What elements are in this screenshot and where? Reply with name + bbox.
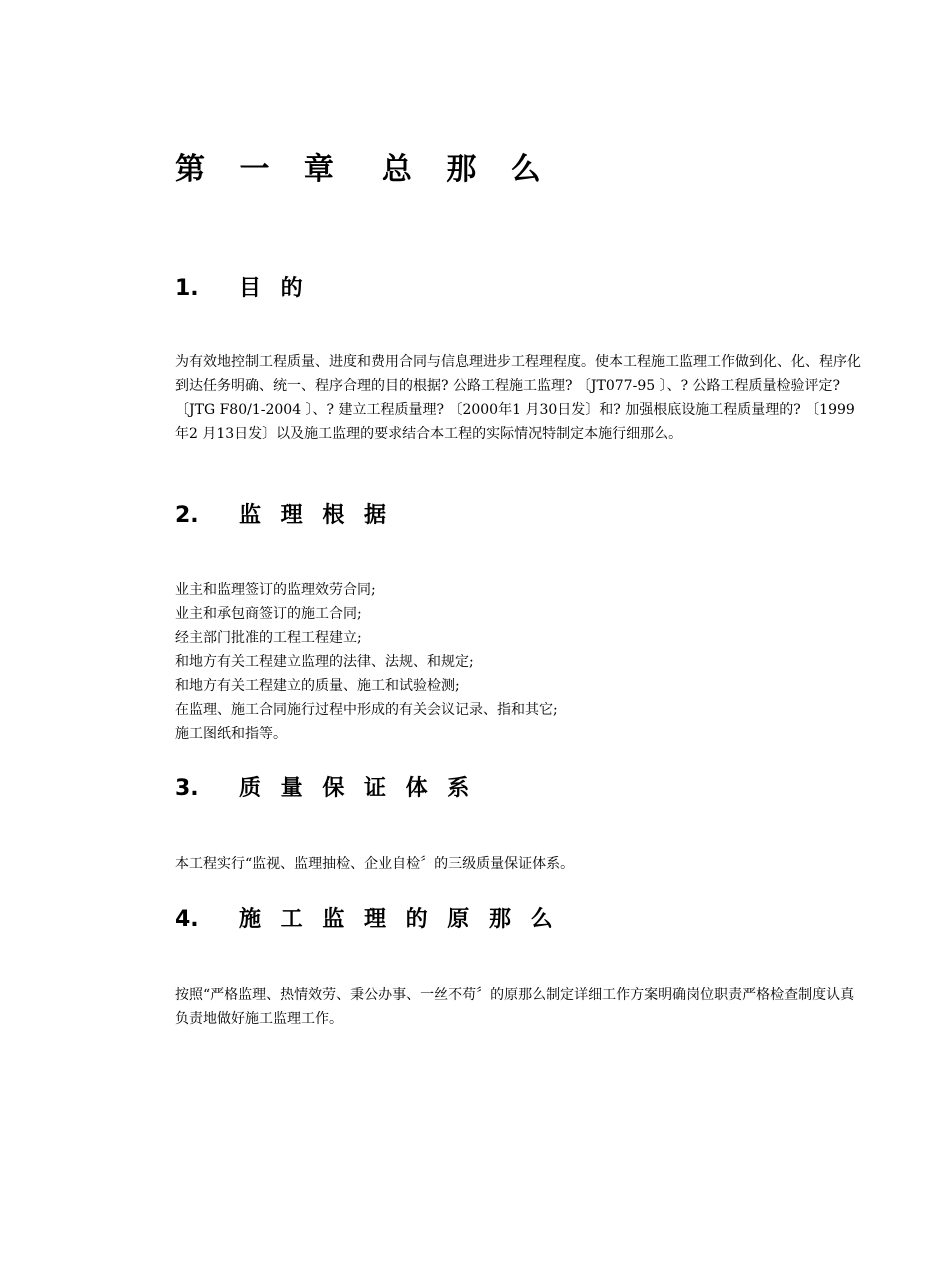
section-title: 目 的 xyxy=(239,276,309,301)
section-heading-1 xyxy=(175,274,309,304)
list-item: 和地方有关工程建立监理的法律、法规、和规定; xyxy=(175,654,474,670)
section-number: 3. xyxy=(175,776,199,801)
section-title: 质 量 保 证 体 系 xyxy=(239,776,476,801)
section-1-paragraph: 为有效地控制工程质量、进度和费用合同与信息理进步工程理程度。使本工程施工监理工作做到化、化、程序化到达任务明确、统一、程序合理的目的根据? 公路工程施工监理? 〔JT077-95 〕、? 公路工程质量检验评定? 〔JTG F80/1-2004 〕、? 建立工程质量理? 〔2000年1 月30日发〕和? 加强根底设施工程质量理的? 〔1999年2 月13日发〕以及施工监理的要求结合本工程的实际情况特制定本施行细那么。 xyxy=(175,354,861,442)
section-3-paragraph: 本工程实行“监视、监理抽检、企业自检〞的三级质量保证体系。 xyxy=(175,856,575,872)
chapter-title xyxy=(175,150,553,190)
section-number: 4. xyxy=(175,907,199,932)
list-item: 在监理、施工合同施行过程中形成的有关会议记录、指和其它; xyxy=(175,702,558,718)
section-number: 1. xyxy=(175,276,199,301)
list-item: 施工图纸和指等。 xyxy=(175,726,287,742)
list-item: 和地方有关工程建立的质量、施工和试验检测; xyxy=(175,678,460,694)
list-item: 经主部门批准的工程工程建立; xyxy=(175,630,362,646)
section-title: 施 工 监 理 的 原 那 么 xyxy=(239,907,559,932)
section-number: 2. xyxy=(175,503,199,528)
list-item: 业主和监理签订的监理效劳合同; xyxy=(175,582,376,598)
chapter-name: 总 那 么 xyxy=(381,152,553,187)
section-heading-3 xyxy=(175,774,475,804)
section-title: 监 理 根 据 xyxy=(239,503,392,528)
basis-list xyxy=(175,578,867,746)
chapter-number: 第 一 章 xyxy=(175,152,346,187)
section-heading-2 xyxy=(175,501,392,531)
list-item: 业主和承包商签订的施工合同; xyxy=(175,606,362,622)
section-4-paragraph: 按照“严格监理、热情效劳、秉公办事、一丝不苟〞的原那么制定详细工作方案明确岗位职责严格检查制度认真负责地做好施工监理工作。 xyxy=(175,987,855,1027)
section-heading-4 xyxy=(175,905,559,935)
